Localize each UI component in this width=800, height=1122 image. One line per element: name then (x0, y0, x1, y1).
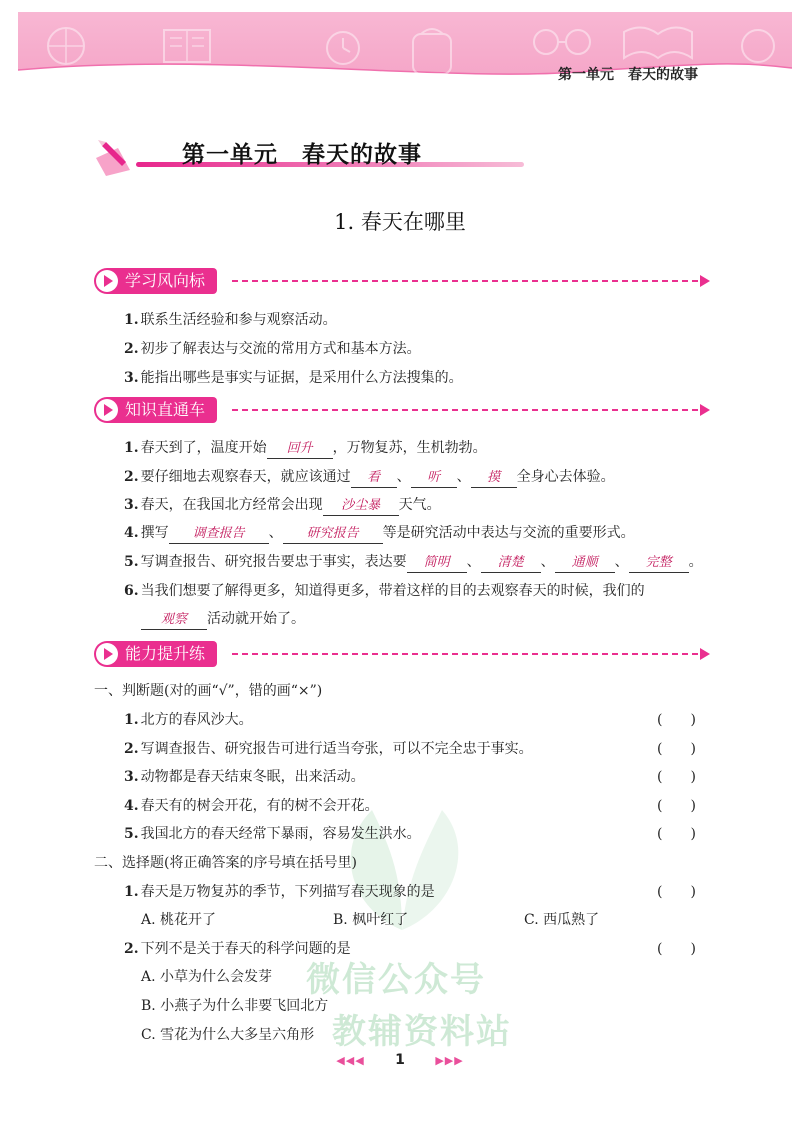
unit-heading (92, 132, 532, 174)
fill-blank-item-continued (141, 608, 305, 630)
choice-option: B. 枫叶红了 (333, 912, 409, 928)
globe-doodle-icon (38, 22, 98, 70)
item-number: 2. (124, 341, 139, 357)
page-footer (0, 1052, 800, 1068)
answer-blank: 摸 (471, 469, 517, 488)
answer-blank: 完整 (629, 554, 689, 573)
goal-text: 联系生活经验和参与观察活动。 (140, 312, 337, 328)
item-number: 1. (124, 884, 139, 900)
arrow-right-icon (700, 648, 710, 660)
answer-blank: 简明 (407, 554, 467, 573)
ball-doodle-icon (728, 22, 788, 70)
answer-parentheses[interactable]: ( ) (657, 769, 696, 785)
goal-text: 初步了解表达与交流的常用方式和基本方法。 (140, 341, 421, 357)
dashed-rule (232, 280, 698, 282)
question-text: 写调查报告、研究报告要忠于事实，表达要 (140, 554, 407, 570)
page-number: 1 (395, 1052, 405, 1068)
question-text: 等是研究活动中表达与交流的重要形式。 (382, 525, 635, 541)
fill-blank-item (124, 437, 487, 459)
question-text: 春天到了，温度开始 (140, 440, 267, 456)
question-text: 春天是万物复苏的季节，下列描写春天现象的是 (140, 884, 435, 900)
answer-blank: 沙尘暴 (323, 497, 399, 516)
question-text: 撰写 (140, 525, 169, 541)
separator: 、 (268, 525, 283, 541)
watermark-line-1: 微信公众号 (306, 960, 486, 1000)
fill-blank-item (124, 551, 703, 573)
judge-item (124, 738, 533, 758)
choice-option: A. 小草为什么会发芽 (141, 969, 273, 985)
choice-question (124, 881, 435, 901)
item-number: 1. (124, 440, 139, 456)
answer-parentheses[interactable]: ( ) (657, 741, 696, 757)
section-header-practice (94, 641, 710, 667)
question-text: 下列不是关于春天的科学问题的是 (140, 941, 351, 957)
header-band (18, 12, 792, 104)
judge-item (124, 823, 421, 843)
question-text: 。 (688, 554, 703, 570)
section-header-knowledge (94, 397, 710, 423)
separator: 、 (396, 469, 411, 485)
answer-blank: 清楚 (481, 554, 541, 573)
answer-blank: 听 (411, 469, 457, 488)
answer-blank: 回升 (267, 440, 333, 459)
answer-blank: 研究报告 (283, 525, 383, 544)
question-text: 当我们想要了解得更多，知道得更多，带着这样的目的去观察春天的时候，我们的 (140, 583, 645, 599)
goal-item (124, 338, 421, 358)
judge-item (124, 766, 365, 786)
answer-parentheses[interactable]: ( ) (657, 798, 696, 814)
question-text: ，万物复苏，生机勃勃。 (332, 440, 487, 456)
answer-parentheses[interactable]: ( ) (657, 712, 696, 728)
judge-item (124, 795, 379, 815)
unit-title: 第一单元 春天的故事 (182, 142, 422, 168)
fill-blank-item (124, 522, 635, 544)
separator: 、 (614, 554, 629, 570)
choice-option: B. 小燕子为什么非要飞回北方 (141, 998, 329, 1014)
item-number: 1. (124, 312, 139, 328)
item-number: 6. (124, 583, 139, 599)
play-icon (96, 643, 118, 665)
judge-item (124, 709, 253, 729)
question-text: 动物都是春天结束冬眠，出来活动。 (140, 769, 365, 785)
separator: 、 (456, 469, 471, 485)
section-header-goals (94, 268, 710, 294)
item-number: 5. (124, 826, 139, 842)
answer-blank: 调查报告 (169, 525, 269, 544)
lesson-title: 1. 春天在哪里 (334, 210, 466, 234)
question-text: 写调查报告、研究报告可进行适当夸张，可以不完全忠于事实。 (140, 741, 533, 757)
choice-question (124, 938, 351, 958)
fill-blank-item (124, 494, 441, 516)
backpack-doodle-icon (403, 22, 463, 78)
book-doodle-icon (158, 22, 218, 70)
section-label-goals (94, 268, 217, 294)
question-text: 春天，在我国北方经常会出现 (140, 497, 323, 513)
answer-parentheses[interactable]: ( ) (657, 826, 696, 842)
open-book-doodle-icon (618, 22, 698, 70)
section-label-text: 知识直通车 (125, 400, 206, 419)
separator: 、 (466, 554, 481, 570)
dashed-rule (232, 409, 698, 411)
question-text: 我国北方的春天经常下暴雨，容易发生洪水。 (140, 826, 421, 842)
item-number: 3. (124, 370, 139, 386)
choice-option: A. 桃花开了 (141, 912, 217, 928)
fill-blank-item (124, 466, 615, 488)
answer-blank: 通顺 (555, 554, 615, 573)
play-icon (96, 270, 118, 292)
section-label-text: 能力提升练 (125, 644, 206, 663)
item-number: 2. (124, 469, 139, 485)
item-number: 2. (124, 741, 139, 757)
item-number: 3. (124, 769, 139, 785)
dashed-rule (232, 653, 698, 655)
item-number: 4. (124, 525, 139, 541)
arrow-right-icon (700, 404, 710, 416)
section-label-practice (94, 641, 217, 667)
pencil-notebook-icon (92, 136, 136, 176)
judge-heading: 一、判断题(对的画“√”，错的画“×”) (94, 683, 323, 699)
fill-blank-item (124, 580, 645, 600)
running-header-title: 第一单元 春天的故事 (558, 67, 698, 83)
choice-option: C. 西瓜熟了 (524, 912, 600, 928)
section-label-text: 学习风向标 (125, 271, 206, 290)
question-text: 要仔细地去观察春天，就应该通过 (140, 469, 351, 485)
right-arrows-icon: ▶▶▶ (435, 1054, 464, 1067)
item-number: 2. (124, 941, 139, 957)
alarm-clock-doodle-icon (318, 22, 368, 70)
question-text: 春天有的树会开花，有的树不会开花。 (140, 798, 379, 814)
goal-item (124, 367, 463, 387)
item-number: 3. (124, 497, 139, 513)
glasses-doodle-icon (528, 22, 598, 62)
item-number: 5. (124, 554, 139, 570)
goal-item (124, 309, 337, 329)
section-label-knowledge (94, 397, 217, 423)
answer-blank: 看 (351, 469, 397, 488)
question-text: 活动就开始了。 (207, 611, 305, 627)
watermark-line-2: 教辅资料站 (332, 1012, 512, 1052)
goal-text: 能指出哪些是事实与证据，是采用什么方法搜集的。 (140, 370, 463, 386)
play-icon (96, 399, 118, 421)
choice-option: C. 雪花为什么大多呈六角形 (141, 1027, 315, 1043)
answer-parentheses[interactable]: ( ) (657, 884, 696, 900)
answer-blank: 观察 (141, 611, 207, 630)
answer-parentheses[interactable]: ( ) (657, 941, 696, 957)
left-arrows-icon: ◀◀◀ (336, 1054, 365, 1067)
item-number: 4. (124, 798, 139, 814)
arrow-right-icon (700, 275, 710, 287)
question-text: 全身心去体验。 (516, 469, 615, 485)
question-text: 天气。 (398, 497, 441, 513)
separator: 、 (540, 554, 555, 570)
item-number: 1. (124, 712, 139, 728)
question-text: 北方的春风沙大。 (140, 712, 253, 728)
choice-heading: 二、选择题(将正确答案的序号填在括号里) (94, 855, 357, 871)
